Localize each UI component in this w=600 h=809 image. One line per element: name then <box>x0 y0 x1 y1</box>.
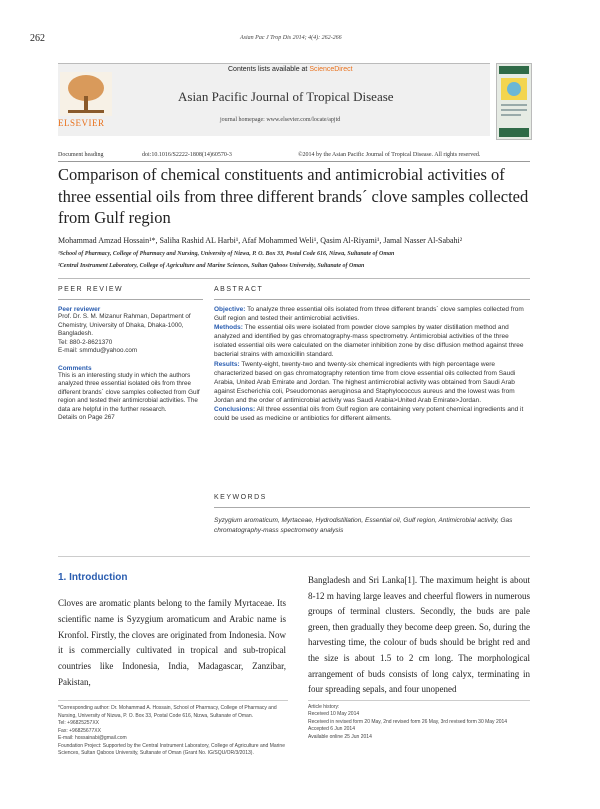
history-accepted: Accepted 6 Jun 2014 <box>308 726 355 733</box>
document-heading: Document heading <box>58 152 104 158</box>
methods-label: Methods: <box>214 324 243 332</box>
results-text: Twenty-eight, twenty-two and twenty-six chemical ingredients with high percentage were characterized based on gas chromatography retention time from clove essential oils collected from Saudi Arabia, United Arab Emirate and Jordan. The highest antimicrobial activity was obtained from Saudi Arab against Escherichia coli, Pseudomonas aeruginosa and Staphylococcus aureus and the lowest was from Jordan and the order of antimicrobial activity was Saudi Arabia>United Arab Emirate>Jordan. <box>214 360 516 404</box>
introduction-heading: 1. Introduction <box>58 572 128 583</box>
corresponding-email[interactable]: E-mail: hossainabi@gmail.com <box>58 735 127 741</box>
divider <box>214 299 530 300</box>
divider <box>214 507 530 508</box>
journal-homepage[interactable]: journal homepage: www.elsevier.com/locate/apjtd <box>220 117 341 123</box>
abstract-panel <box>214 286 530 468</box>
divider <box>58 299 203 300</box>
abstract-methods <box>214 323 530 359</box>
reviewer-tel: Tel: 880-2-8621370 <box>58 338 113 346</box>
funding-note: Foundation Project: Supported by the Central Instrument Laboratory, College of Agriculture and Marine Sciences, Sultan Qaboos University, Sultanate of Oman (Grant No. IG/SQU/OR/3/2013). <box>58 742 285 756</box>
objective-text: To analyze three essential oils isolated from three different brands´ clove samples collected from Gulf region and tested their antimicrobial activities. <box>214 306 524 323</box>
corresponding-tel: Tel: +96825257XX <box>58 720 100 726</box>
conclusions-text: All three essential oils from Gulf region are containing very potent chemical ingredients and it could be used as medicine or antibiotics for different ailments. <box>214 406 524 423</box>
article-title: Comparison of chemical constituents and antimicrobial activities of three essential oils from three different brands´ clove samples collected from Gulf region <box>58 165 529 227</box>
keywords-panel <box>214 494 530 536</box>
publisher-name: ELSEVIER <box>58 118 105 128</box>
introduction-right-column: Bangladesh and Sri Lanka[1]. The maximum height is about 8-12 m having large leaves and cheerful flowers in numerous groups of terminal clusters. Secondly, the buds are pale green, then gradually they become deep green. So, during the harvesting time, the colour of buds should be bright red and the size is about 1.5 to 2 cm long. The morphological arrangement of buds consists of long calyx, terminating in four spreading sepals, and four unopened <box>308 575 530 695</box>
affiliation-2: ²Central Instrument Laboratory, College of Agriculture and Marine Sciences, Sultan Qaboos University, Sultanate of Oman <box>58 263 365 269</box>
details-link[interactable]: Details on Page 267 <box>58 414 115 421</box>
author-list: Mohammad Amzad Hossain¹*, Saliha Rashid AL Harbi¹, Afaf Mohammed Weli¹, Qasim Al-Riyami¹, Jamal Nasser Al-Sabahi² <box>58 236 463 245</box>
comments-heading: Comments <box>58 364 92 372</box>
copyright: ©2014 by the Asian Pacific Journal of Tropical Disease. All rights reserved. <box>298 152 481 158</box>
corresponding-author: *Corresponding author: Dr. Mohammad A. Hossain, School of Pharmacy, College of Pharmacy and Nursing, University of Nizwa, P. O. Box 33, Postal Code 616, Nizwa, Sultanate of Oman. <box>58 705 277 719</box>
keywords-text: Syzygium aromaticum, Myrtaceae, Hydrodistillation, Essential oil, Gulf region, Antimicrobial activity, Gas chromatography-mass spectrometry analysis <box>214 517 513 534</box>
comments-text: This is an interesting study in which the authors analyzed three essential isolated oils from three different brands´ clove samples collected from Gulf region and tested their antimicrobial activities. The data are helpful in the further research. <box>58 371 200 413</box>
divider <box>58 278 530 279</box>
corresponding-fax: Fax: +96825677XX <box>58 727 101 734</box>
running-head: Asian Pac J Trop Dis 2014; 4(4): 262-266 <box>240 35 342 41</box>
affiliation-1: ¹School of Pharmacy, College of Pharmacy and Nursing, University of Nizwa, P. O. Box 33, Postal Code 616, Nizwa, Sultanate of Oman <box>58 251 395 257</box>
contents-line <box>228 66 353 73</box>
article-history <box>308 704 530 741</box>
history-online: Available online 25 Jun 2014 <box>308 733 372 740</box>
history-received: Received 10 May 2014 <box>308 711 360 718</box>
divider <box>58 700 288 701</box>
abstract-conclusions <box>214 405 530 423</box>
sciencedirect-link[interactable]: ScienceDirect <box>309 66 353 73</box>
objective-label: Objective: <box>214 306 246 313</box>
introduction-left-column: Cloves are aromatic plants belong to the family Myrtaceae. Its scientific name is Syzygium aromaticum and Arabic name is Kronfol. Firstly, the cloves are originated from Indonesia. Now it is commercially cultivated in tropical and sub-tropical countries like Indonesia, India, Madagascar, Zanzibar, Pakistan, <box>58 598 286 687</box>
methods-text: The essential oils were isolated from powder clove samples by water distillation method and analyzed and identified by gas chromatography-mass spectrometry. Antimicrobial activities of the three isolated essential oils were calculated on the diameter inhibition zone by disc diffusion method against three bacterial strains with amoxicillin standard. <box>214 324 524 359</box>
reviewer-name: Prof. Dr. S. M. Mizanur Rahman, Department of Chemistry, University of Dhaka, Dhaka-1000, Bangladesh. <box>58 313 191 337</box>
peer-reviewer-heading: Peer reviewer <box>58 306 101 313</box>
journal-cover-thumbnail <box>496 63 532 140</box>
contents-prefix: Contents lists available at <box>228 66 308 73</box>
page-number: 262 <box>30 33 45 44</box>
results-label: Results: <box>214 360 240 368</box>
peer-review-panel <box>58 286 203 486</box>
history-heading: Article history: <box>308 704 340 710</box>
abstract-objective <box>214 305 530 323</box>
elsevier-tree-logo <box>60 72 112 116</box>
reviewer-email[interactable]: E-mail: smmdu@yahoo.com <box>58 347 138 354</box>
history-revised: Received in revised form 20 May, 2nd revised form 26 May, 3rd revised form 30 May 2014 <box>308 718 508 725</box>
conclusions-label: Conclusions: <box>214 406 256 414</box>
keywords-heading: KEYWORDS <box>214 494 267 501</box>
journal-title: Asian Pacific Journal of Tropical Disease <box>178 89 394 104</box>
abstract-heading: ABSTRACT <box>214 286 264 293</box>
doi[interactable]: doi:10.1016/S2222-1808(14)60570-3 <box>142 152 232 158</box>
divider <box>308 700 530 701</box>
peer-review-heading: PEER REVIEW <box>58 286 124 293</box>
divider <box>58 556 530 557</box>
abstract-results <box>214 360 530 405</box>
divider <box>58 161 530 162</box>
footnotes <box>58 705 288 758</box>
